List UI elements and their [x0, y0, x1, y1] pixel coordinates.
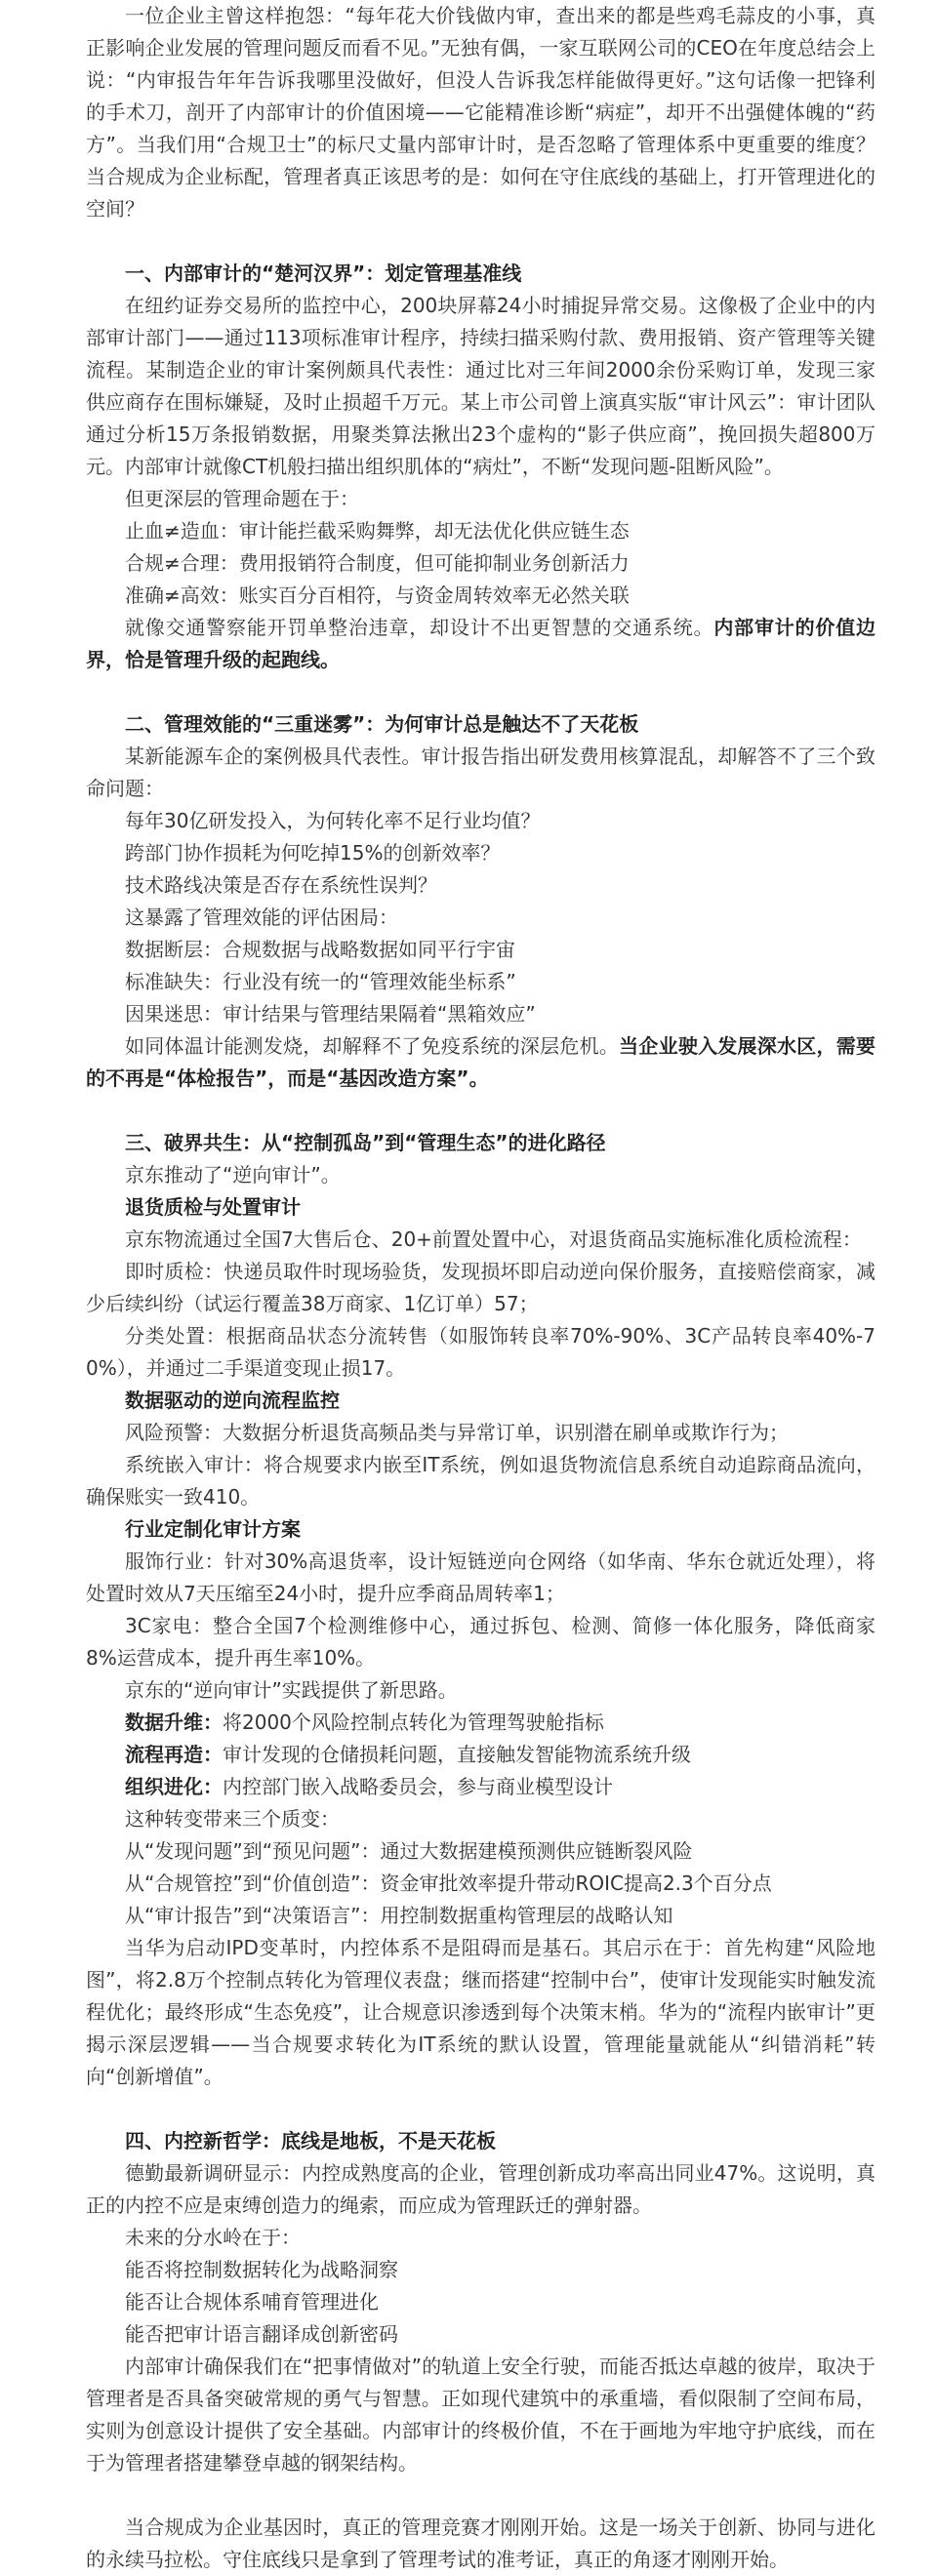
item-label: 流程再造：	[125, 1743, 223, 1766]
list-item: 能否把审计语言翻译成创新密码	[125, 2322, 398, 2346]
item-text: 将2000个风险控制点转化为管理驾驶舱指标	[223, 1711, 604, 1734]
emphasis-text: 内部审计的价值边界，恰是管理升级的起跑线。	[86, 616, 876, 671]
closing-paragraph: 当合规成为企业基因时，真正的管理竞赛才刚刚开始。这是一场关于创新、协同与进化的永续马拉松。守住底线只是拿到了管理考试的准考证，真正的角逐才刚刚开始。	[86, 2516, 875, 2571]
item-label: 数据升维：	[125, 1711, 223, 1734]
list-item	[86, 1771, 875, 1803]
section-heading-1: 一、内部审计的“楚河汉界”：划定管理基准线	[125, 262, 522, 285]
spacer	[86, 225, 875, 258]
paragraph-text: 就像交通警察能开罚单整治违章，却设计不出更智慧的交通系统。	[125, 616, 714, 639]
paragraph: 3C家电：整合全国7个检测维修中心，通过拆包、检测、简修一体化服务，降低商家8%运营成本，提升再生率10%。	[86, 1614, 875, 1670]
subheading-text: 行业定制化审计方案	[125, 1517, 301, 1541]
list-item: 能否将控制数据转化为战略洞察	[125, 2258, 398, 2281]
list-item: 止血≠造血：审计能拦截采购舞弊，却无法优化供应链生态	[125, 519, 630, 543]
list-item: 从“审计报告”到“决策语言”：用控制数据重构管理层的战略认知	[125, 1904, 673, 1927]
paragraph: 即时质检：快递员取件时现场验货，发现损坏即启动逆向保价服务，直接赔偿商家，减少后续纠纷（试运行覆盖38万商家、1亿订单）57；	[86, 1260, 875, 1315]
paragraph: 京东的“逆向审计”实践提供了新思路。	[125, 1678, 458, 1702]
list-item: 合规≠合理：费用报销符合制度，但可能抑制业务创新活力	[125, 551, 630, 575]
list-item	[86, 1707, 875, 1739]
subheading-text: 数据驱动的逆向流程监控	[125, 1389, 340, 1412]
paragraph: 某新能源车企的案例极具代表性。审计报告指出研发费用核算混乱，却解答不了三个致命问题：	[86, 745, 875, 800]
subheading	[86, 1385, 875, 1417]
paragraph: 这种转变带来三个质变：	[125, 1807, 340, 1831]
paragraph-text: 如同体温计能测发烧，却解释不了免疫系统的深层危机。	[125, 1034, 620, 1058]
subheading	[86, 1513, 875, 1546]
paragraph: 德勤最新调研显示：内控成熟度高的企业，管理创新成功率高出同业47%。这说明，真正的内控不应是束缚创造力的绳索，而应成为管理跃迁的弹射器。	[86, 2161, 875, 2217]
paragraph: 风险预警：大数据分析退货高频品类与异常订单，识别潜在刷单或欺诈行为；	[125, 1421, 789, 1444]
paragraph: 系统嵌入审计：将合规要求内嵌至IT系统，例如退货物流信息系统自动追踪商品流向，确保账实一致410。	[86, 1453, 875, 1509]
paragraph: 但更深层的管理命题在于：	[125, 487, 359, 510]
subheading	[86, 1191, 875, 1224]
list-item: 能否让合规体系哺育管理进化	[125, 2290, 379, 2314]
item-text: 审计发现的仓储损耗问题，直接触发智能物流系统升级	[223, 1743, 691, 1766]
paragraph: 服饰行业：针对30%高退货率，设计短链逆向仓网络（如华南、华东仓就近处理），将处置时效从7天压缩至24小时，提升应季商品周转率1；	[86, 1550, 875, 1605]
item-text: 内控部门嵌入战略委员会，参与商业模型设计	[223, 1775, 613, 1798]
paragraph: 内部审计确保我们在“把事情做对”的轨道上安全行驶，而能否抵达卓越的彼岸，取决于管理者是否具备突破常规的勇气与智慧。正如现代建筑中的承重墙，看似限制了空间布局，实则为创意设计提供了安全基础。内部审计的终极价值，不在于画地为牢地守护底线，而在于为管理者搭建攀登卓越的钢架结构。	[86, 2355, 875, 2475]
list-item: 标准缺失：行业没有统一的“管理效能坐标系”	[125, 970, 516, 993]
intro-paragraph: 一位企业主曾这样抱怨：“每年花大价钱做内审，查出来的都是些鸡毛蒜皮的小事，真正影响企业发展的管理问题反而看不见。”无独有偶，一家互联网公司的CEO在年度总结会上说：“内审报告年年告诉我哪里没做好，但没人告诉我怎样能做得更好。”这句话像一把锋利的手术刀，剖开了内部审计的价值困境——它能精准诊断“病症”，却开不出强健体魄的“药方”。当我们用“合规卫士”的标尺丈量内部审计时，是否忽略了管理体系中更重要的维度？当合规成为企业标配，管理者真正该思考的是：如何在守住底线的基础上，打开管理进化的空间？	[86, 4, 875, 221]
paragraph	[86, 612, 875, 676]
list-item	[86, 1739, 875, 1771]
subheading-text: 退货质检与处置审计	[125, 1195, 301, 1219]
item-label: 组织进化：	[125, 1775, 223, 1798]
paragraph: 这暴露了管理效能的评估困局：	[125, 906, 398, 929]
spacer	[86, 2093, 875, 2125]
list-item: 因果迷思：审计结果与管理结果隔着“黑箱效应”	[125, 1002, 536, 1026]
paragraph	[86, 1030, 875, 1095]
paragraph: 分类处置：根据商品状态分流转售（如服饰转良率70%-90%、3C产品转良率40%-70%），并通过二手渠道变现止损17。	[86, 1324, 875, 1380]
paragraph: 当华为启动IPD变革时，内控体系不是阻碍而是基石。其启示在于：首先构建“风险地图”，将2.8万个控制点转化为管理仪表盘；继而搭建“控制中台”，使审计发现能实时触发流程优化；最终形成“生态免疫”，让合规意识渗透到每个决策末梢。华为的“流程内嵌审计”更揭示深层逻辑——当合规要求转化为IT系统的默认设置，管理能量就能从“纠错消耗”转向“创新增值”。	[86, 1936, 875, 2088]
section-heading-2: 二、管理效能的“三重迷雾”：为何审计总是触达不了天花板	[125, 712, 639, 736]
emphasis-text: 当企业驶入发展深水区，需要的不再是“体检报告”，而是“基因改造方案”。	[86, 1034, 876, 1090]
list-item: 从“发现问题”到“预见问题”：通过大数据建模预测供应链断裂风险	[125, 1839, 693, 1863]
section-heading-3: 三、破界共生：从“控制孤岛”到“管理生态”的进化路径	[125, 1131, 606, 1154]
list-item: 数据断层：合规数据与战略数据如同平行宇宙	[125, 938, 515, 961]
list-item: 准确≠高效：账实百分百相符，与资金周转效率无必然关联	[125, 584, 630, 607]
spacer	[86, 1095, 875, 1127]
list-item: 技术路线决策是否存在系统性误判？	[125, 873, 437, 897]
paragraph: 未来的分水岭在于：	[125, 2226, 301, 2249]
list-item: 从“合规管控”到“价值创造”：资金审批效率提升带动ROIC提高2.3个百分点	[125, 1872, 772, 1895]
spacer	[86, 676, 875, 708]
paragraph: 在纽约证券交易所的监控中心，200块屏幕24小时捕捉异常交易。这像极了企业中的内部审计部门——通过113项标准审计程序，持续扫描采购付款、费用报销、资产管理等关键流程。某制造企业的审计案例颇具代表性：通过比对三年间2000余份采购订单，发现三家供应商存在围标嫌疑，及时止损超千万元。某上市公司曾上演真实版“审计风云”：审计团队通过分析15万条报销数据，用聚类算法揪出23个虚构的“影子供应商”，挽回损失超800万元。内部审计就像CT机般扫描出组织肌体的“病灶”，不断“发现问题-阻断风险”。	[86, 294, 875, 478]
paragraph: 京东物流通过全国7大售后仓、20+前置处置中心，对退货商品实施标准化质检流程：	[125, 1228, 862, 1251]
list-item: 每年30亿研发投入，为何转化率不足行业均值？	[125, 809, 541, 832]
list-item: 跨部门协作损耗为何吃掉15%的创新效率？	[125, 841, 501, 865]
section-heading-4: 四、内控新哲学：底线是地板，不是天花板	[125, 2129, 496, 2153]
spacer	[86, 2479, 875, 2512]
paragraph: 京东推动了“逆向审计”。	[125, 1163, 341, 1187]
